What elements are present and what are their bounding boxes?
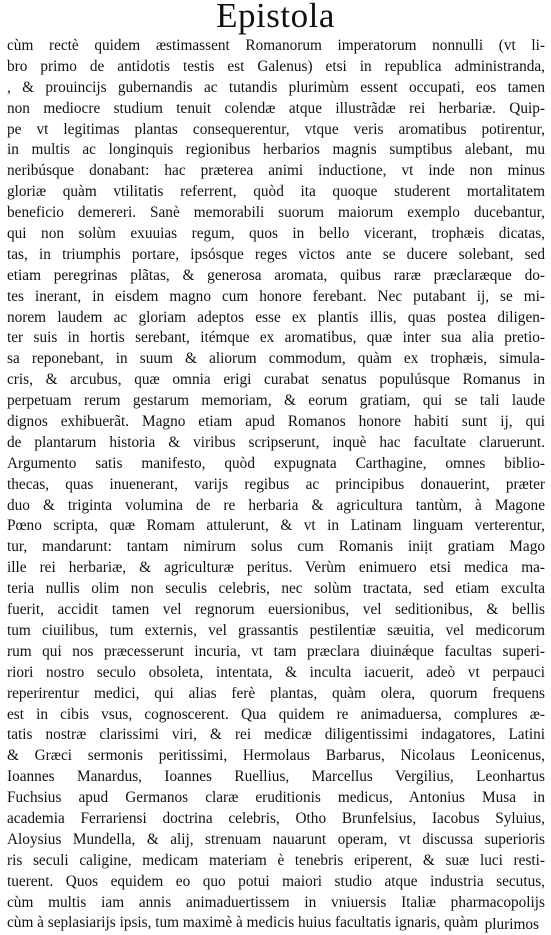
text-line: reperirentur medici, qui alias ferè plantas, quàm olera, quorum frequens <box>7 684 545 702</box>
text-line: neribúsque donabant: hac præterea animi inductione, vt inde non minus <box>7 162 545 180</box>
text-line: academia Ferrariensi doctrina celebris, Otho Brunfelsius, Iacobus Syluius, <box>7 809 545 827</box>
text-line: ille rei herbariæ, & agriculturæ peritus. Verùm enimuero etsi medica ma- <box>7 559 545 577</box>
body-text <box>7 36 545 934</box>
text-line: cris, & arcubus, quæ omnia erigi curabat senatus populúsque Romanus in <box>7 371 545 389</box>
text-line: tur, mandarunt: tantam nimirum solus cum Romanis iniịt gratiam Mago <box>7 538 545 556</box>
text-line: tatis nostræ clarissimi viri, & rei medicæ diligentissimi indagatores, Latini <box>7 726 545 744</box>
text-line: Pœno scripta, quæ Romam attulerunt, & vt in Latinam linguam verterentur, <box>7 517 545 535</box>
text-line: Aloysius Mundella, & alij, strenuam nauarunt operam, vt discussa superioris <box>7 830 545 848</box>
text-line: gloriæ quàm vtilitatis referrent, quòd ita quoque studerent mortalitatem <box>7 183 545 201</box>
text-line: & Græci sermonis peritissimi, Hermolaus Barbarus, Nicolaus Leonicenus, <box>7 747 545 765</box>
text-line: dignos exhibuerãt. Magno etiam apud Romanos honore habiti sunt ij, qui <box>7 413 545 431</box>
text-line: tum ciuilibus, tum externis, vel grassantis pestilentiæ sæuitia, vel medicorum <box>7 621 545 639</box>
text-line: Argumento satis manifesto, quòd expugnata Carthagine, omnes biblio- <box>7 454 545 472</box>
text-line: qui non solùm exuuias regum, quos in bello vicerant, trophæis dicatas, <box>7 225 545 243</box>
text-line: Ioannes Manardus, Ioannes Ruellius, Marcellus Vergilius, Leonhartus <box>7 768 545 786</box>
text-line: rum qui nos præcesserunt incuria, vt tam præclara diuinǽque facultas superi- <box>7 642 545 660</box>
text-line: beneficio demereri. Sanè memorabili suorum maiorum exemplo ducebantur, <box>7 204 545 222</box>
text-line: non mediocre studium tenuit colendæ atque illustrãdæ rei herbariæ. Quip- <box>7 99 545 117</box>
text-line: norem laudem ac gloriam adeptos esse ex plantis illis, quas postea diligen- <box>7 308 545 326</box>
page-title: Epistola <box>216 0 335 35</box>
text-line: duo & triginta volumina de re herbaria & agricultura tantùm, à Magone <box>7 496 545 514</box>
text-line: riori nostro seculo obsoleta, intentata, & inculta iacuerit, adeò vt perpauci <box>7 663 545 681</box>
text-line: perpetuam rerum gestarum memoriam, & eorum gratiam, qui se tali laude <box>7 392 545 410</box>
text-line: tes inerant, in eisdem magno cum honore ferebant. Nec putabant ij, se mi- <box>7 287 545 305</box>
text-line: thecas, quas inuenerant, varijs regibus ac principibus donauerint, præter <box>7 475 545 493</box>
text-line: teria nullis olim non seculis celebris, nec solùm tractata, sed etiam exculta <box>7 580 545 598</box>
text-line: cùm à seplasiarijs ipsis, tum maximè à medicis huius facultatis ignaris, quàm <box>7 914 479 932</box>
text-line: cùm multis iam annis animaduertissem in vniuersis Italiæ pharmacopolijs <box>7 893 545 911</box>
text-line: etiam peregrinas plãtas, & generosa aromata, quibus raræ præclaræque do- <box>7 266 545 284</box>
text-line: sa reponebant, in suum & aliorum commodum, quàm ex trophæis, simula- <box>7 350 545 368</box>
catchword: plurimos <box>484 916 539 933</box>
text-line: cùm rectè quidem æstimassent Romanorum imperatorum nonnulli (vt li- <box>7 37 545 54</box>
text-line: ris seculi caligine, medicam materiam è tenebris eriperent, & suæ luci resti- <box>7 851 545 869</box>
text-line: in multis ac longinquis regionibus herbarios magnis sumptibus alebant, mu <box>7 141 545 159</box>
text-line: Fuchsius apud Germanos claræ eruditionis medicus, Antonius Musa in <box>7 789 545 807</box>
text-line: , & prouincijs gubernandis ac tutandis plurimùm essent occupati, eos tamen <box>7 78 545 96</box>
text-line: fuerit, accidit tamen vel regnorum euersionibus, vel seditionibus, & bellis <box>7 601 545 619</box>
text-line: tuerent. Quos equidem eo quo potui maiori studio atque industria secutus, <box>7 872 545 890</box>
text-line: ter suis in hortis serebant, itémque ex aromatibus, quæ inter sua alia pretio- <box>7 329 545 347</box>
text-line: de plantarum historia & viribus scripserunt, inquè hac facultate claruerunt. <box>7 433 545 451</box>
text-line: bro primo de antidotis testis est Galenus) etsi in republica administranda, <box>7 57 545 75</box>
text-line: tas, in triumphis portare, ipsósque reges victos ante se ducere solebant, sed <box>7 245 545 263</box>
text-line: est in cibis vsus, cognoscerent. Qua quidem re animaduersa, complures æ- <box>7 705 545 723</box>
text-line: pe vt legitimas plantas consequerentur, vtque veris aromatibus potirentur, <box>7 120 545 138</box>
